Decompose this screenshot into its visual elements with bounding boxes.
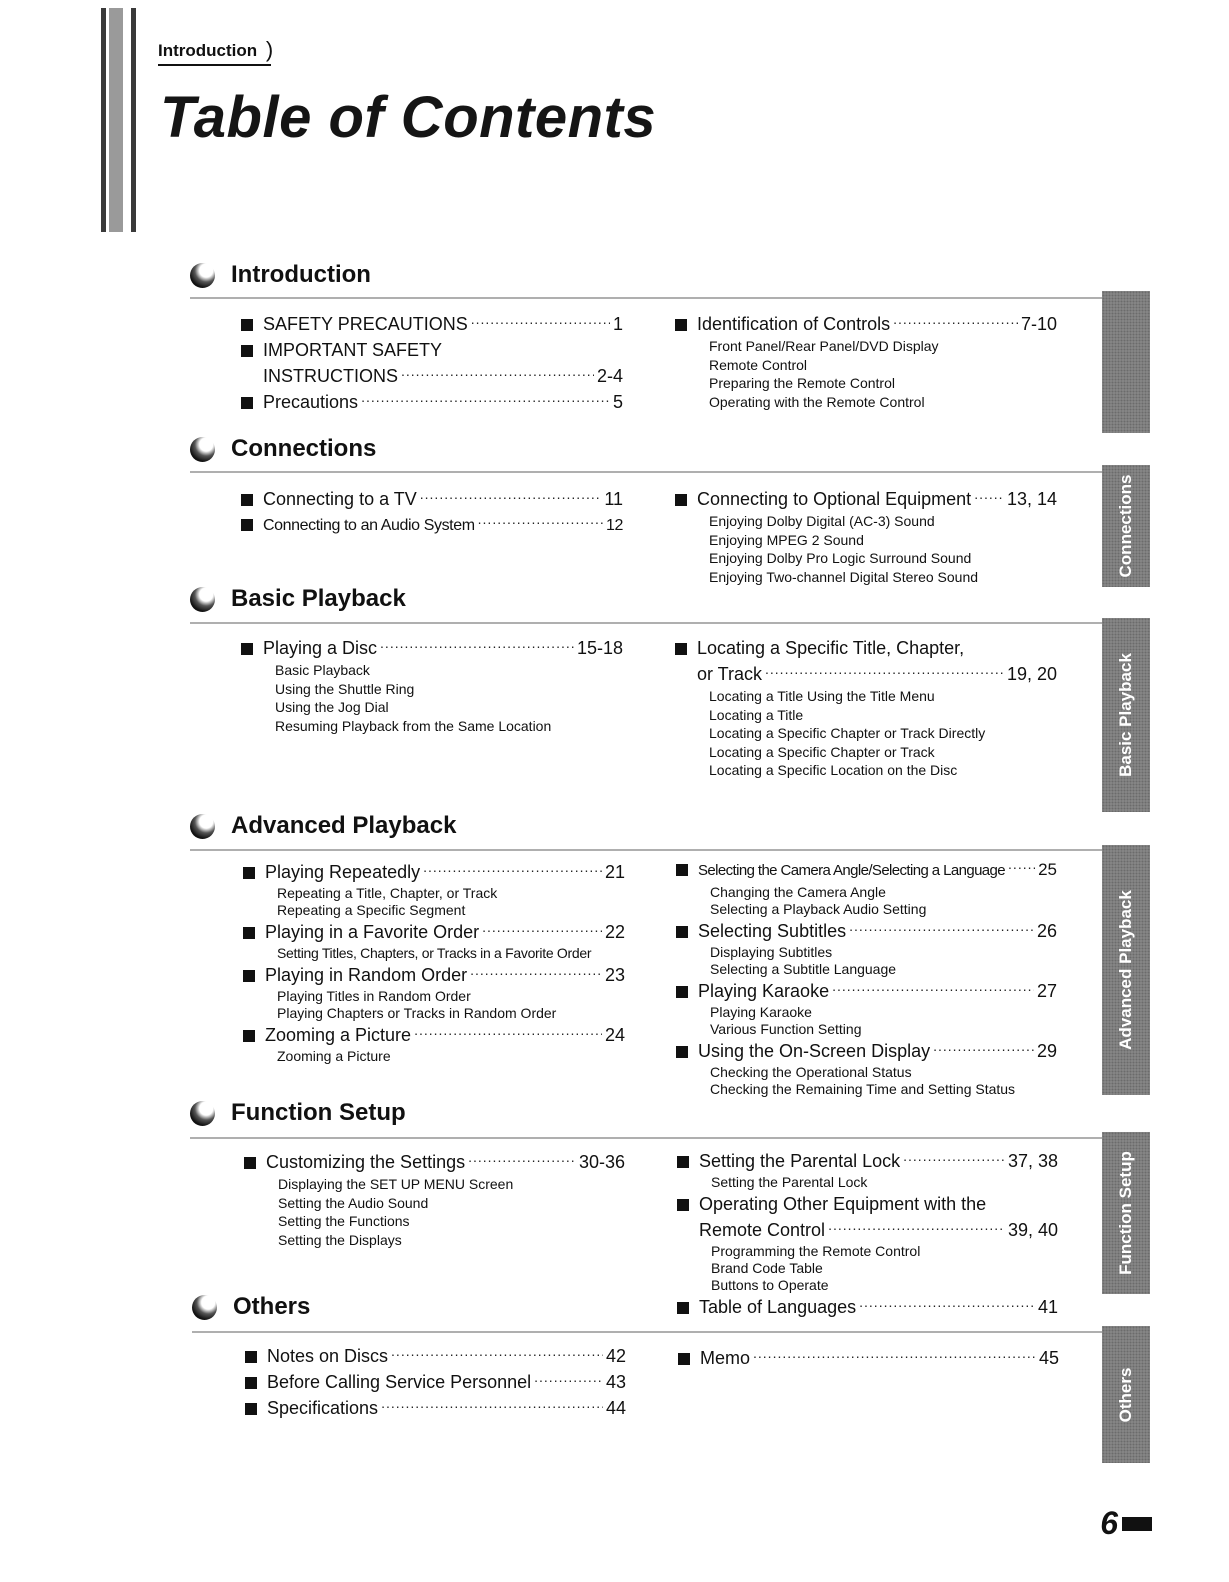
toc-entry[interactable] [243, 859, 625, 885]
toc-entry-label: INSTRUCTIONS [263, 366, 398, 386]
toc-column-left [243, 859, 625, 1065]
toc-subentry: Playing Titles in Random Order [277, 988, 471, 1004]
toc-subentry: Playing Karaoke [710, 1004, 812, 1020]
section-bullet-icon [190, 1101, 215, 1126]
dot-leader [468, 1150, 576, 1168]
toc-subentry: Selecting a Playback Audio Setting [710, 901, 927, 917]
toc-entry-continued[interactable] [675, 661, 1057, 687]
section-bullet-icon [190, 437, 215, 462]
toc-subentry: Enjoying Two-channel Digital Stereo Sound [709, 568, 979, 585]
dot-leader [1008, 857, 1035, 875]
section-rule [190, 849, 1102, 851]
square-bullet-icon [243, 970, 255, 982]
toc-subentry: Repeating a Specific Segment [277, 902, 466, 918]
toc-entry-label: Connecting to a TV [263, 489, 417, 509]
toc-entry[interactable] [245, 1395, 626, 1421]
toc-entry[interactable] [675, 486, 1057, 512]
section-title: Advanced Playback [231, 812, 457, 839]
page-number-value: 6 [1100, 1505, 1118, 1541]
toc-entry-label: Notes on Discs [267, 1346, 389, 1366]
toc-subentry: Buttons to Operate [711, 1277, 829, 1293]
toc-subentry: Changing the Camera Angle [710, 884, 886, 900]
square-bullet-icon [677, 1199, 689, 1211]
dot-leader [420, 487, 602, 505]
toc-entry-page: 27 [1036, 981, 1057, 1001]
toc-column-right [675, 311, 1057, 411]
toc-column-left [244, 1149, 625, 1249]
section-rule [190, 471, 1102, 473]
square-bullet-icon [241, 319, 253, 331]
toc-entry[interactable] [675, 635, 1057, 661]
toc-entry-page: 45 [1038, 1348, 1059, 1368]
side-tab-introduction[interactable] [1102, 291, 1150, 433]
toc-column-left [241, 635, 623, 735]
toc-subentry: Setting the Audio Sound [278, 1194, 429, 1211]
toc-subentry: Setting the Functions [278, 1213, 410, 1230]
side-tab-label: Connections [1116, 474, 1135, 578]
side-tab-advanced-playback[interactable] [1102, 845, 1150, 1095]
toc-entry-label: Playing Repeatedly [265, 862, 421, 882]
toc-entry-page: 37, 38 [1007, 1151, 1058, 1171]
square-bullet-icon [241, 519, 253, 531]
dot-leader [470, 963, 602, 981]
toc-entry[interactable] [245, 1343, 626, 1369]
toc-entry-label: Remote Control [699, 1220, 826, 1240]
section-rule [190, 622, 1102, 624]
side-tab-label: Basic Playback [1116, 653, 1135, 777]
toc-subentry: Operating with the Remote Control [709, 393, 925, 410]
toc-subentry: Enjoying MPEG 2 Sound [709, 531, 864, 548]
section-bullet-icon [190, 263, 215, 288]
toc-entry[interactable] [677, 1294, 1058, 1320]
toc-subentry: Checking the Remaining Time and Setting Status [710, 1081, 1016, 1097]
toc-entry-page: 7-10 [1020, 314, 1057, 334]
square-bullet-icon [676, 926, 688, 938]
square-bullet-icon [245, 1377, 257, 1389]
toc-entry[interactable] [241, 389, 623, 415]
toc-entry-label: Customizing the Settings [266, 1152, 466, 1172]
toc-entry[interactable] [241, 635, 623, 661]
toc-subentry: Displaying the SET UP MENU Screen [278, 1176, 514, 1192]
toc-column-right [675, 486, 1057, 586]
dot-leader [482, 920, 602, 938]
toc-entry-label: Connecting to an Audio System [263, 517, 475, 534]
toc-entry-page: 42 [605, 1346, 626, 1366]
section-heading-basic-playback [190, 582, 406, 616]
toc-entry-label: Locating a Specific Title, Chapter, [697, 638, 965, 658]
toc-entry[interactable] [245, 1369, 626, 1395]
dot-leader [391, 1344, 603, 1362]
toc-entry-label: Selecting Subtitles [698, 921, 847, 941]
square-bullet-icon [676, 864, 688, 876]
toc-entry-page: 21 [604, 862, 625, 882]
toc-entry-page: 1 [612, 314, 623, 334]
dot-leader [753, 1346, 1036, 1364]
square-bullet-icon [241, 643, 253, 655]
toc-subentry: Selecting a Subtitle Language [710, 961, 897, 977]
toc-entry[interactable] [241, 512, 623, 539]
breadcrumb-label: Introduction [158, 41, 258, 60]
toc-subentry: Remote Control [709, 356, 808, 373]
toc-entry[interactable] [676, 918, 1057, 944]
toc-entry[interactable] [243, 962, 625, 988]
square-bullet-icon [243, 867, 255, 879]
toc-column-left [241, 486, 623, 539]
section-heading-introduction [190, 258, 371, 292]
toc-entry[interactable] [676, 978, 1057, 1004]
toc-entry-page: 29 [1036, 1041, 1057, 1061]
toc-subentry: Preparing the Remote Control [709, 375, 895, 392]
toc-entry-label: Precautions [263, 392, 359, 412]
toc-entry-label: Playing in Random Order [265, 965, 468, 985]
toc-subentry: Using the Shuttle Ring [275, 680, 415, 697]
toc-entry-label: SAFETY PRECAUTIONS [263, 314, 468, 334]
toc-subentry: Setting the Parental Lock [711, 1174, 868, 1190]
section-title: Others [233, 1293, 311, 1320]
square-bullet-icon [245, 1351, 257, 1363]
toc-subentry: Programming the Remote Control [711, 1243, 921, 1259]
toc-subentry: Checking the Operational Status [710, 1064, 912, 1080]
toc-entry[interactable] [677, 1148, 1058, 1174]
dot-leader [423, 860, 602, 878]
toc-entry[interactable] [244, 1149, 625, 1175]
square-bullet-icon [244, 1157, 256, 1169]
toc-entry[interactable] [243, 1022, 625, 1048]
toc-entry[interactable] [243, 919, 625, 945]
toc-entry[interactable] [241, 486, 623, 512]
dot-leader [414, 1023, 602, 1041]
toc-entry-label: Connecting to Optional Equipment [697, 489, 972, 509]
side-tab-label: Others [1116, 1367, 1135, 1422]
section-heading-connections [190, 432, 376, 466]
dot-leader [828, 1218, 1005, 1236]
toc-entry-page: 22 [604, 922, 625, 942]
toc-subentry: Locating a Specific Location on the Disc [709, 762, 958, 779]
side-tab-label: Advanced Playback [1116, 890, 1135, 1050]
toc-entry-page: 43 [605, 1372, 626, 1392]
toc-entry-page: 15-18 [576, 638, 623, 658]
margin-bar [131, 8, 136, 232]
toc-entry[interactable] [678, 1345, 1059, 1371]
square-bullet-icon [243, 1030, 255, 1042]
section-bullet-icon [190, 587, 215, 612]
toc-subentry: Basic Playback [275, 662, 370, 678]
toc-entry-label: Setting the Parental Lock [699, 1151, 901, 1171]
section-rule [190, 297, 1102, 299]
dot-leader [478, 512, 603, 530]
toc-entry-page: 2-4 [596, 366, 623, 386]
toc-column-left [245, 1343, 626, 1421]
square-bullet-icon [677, 1156, 689, 1168]
toc-entry[interactable] [676, 1038, 1057, 1064]
page-number [1100, 1505, 1152, 1542]
toc-entry-page: 12 [606, 517, 623, 534]
toc-entry-page: 19, 20 [1006, 664, 1057, 684]
dot-leader [893, 312, 1018, 330]
toc-entry-label: Zooming a Picture [265, 1025, 412, 1045]
toc-entry[interactable] [241, 337, 623, 363]
dot-leader [401, 364, 594, 382]
square-bullet-icon [676, 986, 688, 998]
margin-bar [101, 8, 106, 232]
dot-leader [849, 919, 1034, 937]
page-number-marker [1122, 1517, 1152, 1531]
dot-leader [832, 979, 1034, 997]
side-tab-function-setup[interactable] [1102, 1132, 1150, 1294]
toc-entry[interactable] [241, 311, 623, 337]
toc-subentry: Using the Jog Dial [275, 699, 389, 716]
square-bullet-icon [243, 927, 255, 939]
toc-entry-continued[interactable] [677, 1217, 1058, 1243]
toc-entry-page: 5 [612, 392, 623, 412]
toc-entry-continued[interactable] [241, 363, 623, 389]
toc-entry-page: 26 [1036, 921, 1057, 941]
dot-leader [903, 1149, 1005, 1167]
section-title: Basic Playback [231, 585, 406, 612]
toc-entry-label: Table of Languages [699, 1297, 857, 1317]
square-bullet-icon [676, 1046, 688, 1058]
toc-entry-label: Operating Other Equipment with the [699, 1194, 987, 1214]
toc-entry-page: 23 [604, 965, 625, 985]
dot-leader [974, 487, 1004, 505]
toc-entry-page: 24 [604, 1025, 625, 1045]
section-title: Connections [231, 435, 377, 462]
toc-entry-page: 13, 14 [1006, 489, 1057, 509]
toc-column-right [678, 1345, 1059, 1371]
toc-subentry: Zooming a Picture [277, 1048, 391, 1064]
toc-subentry: Locating a Specific Chapter or Track Directly [709, 725, 986, 742]
section-bullet-icon [192, 1295, 217, 1320]
toc-subentry: Playing Chapters or Tracks in Random Order [277, 1005, 557, 1021]
margin-bar [109, 8, 123, 232]
side-tab-others[interactable] [1102, 1326, 1150, 1463]
toc-entry[interactable] [676, 857, 1057, 884]
toc-entry-label: Identification of Controls [697, 314, 891, 334]
dot-leader [933, 1039, 1034, 1057]
toc-entry[interactable] [675, 311, 1057, 337]
square-bullet-icon [241, 345, 253, 357]
section-heading-function-setup [190, 1096, 406, 1130]
breadcrumb [158, 37, 274, 66]
toc-entry-label: Playing Karaoke [698, 981, 830, 1001]
toc-entry-label: Playing a Disc [263, 638, 378, 658]
toc-entry[interactable] [677, 1191, 1058, 1217]
square-bullet-icon [675, 494, 687, 506]
toc-subentry: Brand Code Table [711, 1260, 823, 1276]
toc-column-left [241, 311, 623, 415]
square-bullet-icon [678, 1353, 690, 1365]
toc-subentry: Front Panel/Rear Panel/DVD Display [709, 338, 939, 354]
toc-subentry: Locating a Specific Chapter or Track [709, 743, 935, 760]
section-bullet-icon [190, 814, 215, 839]
toc-subentry: Locating a Title Using the Title Menu [709, 688, 935, 704]
toc-entry-label: or Track [697, 664, 763, 684]
dot-leader [471, 312, 610, 330]
toc-column-right [677, 1148, 1058, 1320]
dot-leader [534, 1370, 603, 1388]
toc-entry-page: 39, 40 [1007, 1220, 1058, 1240]
toc-subentry: Displaying Subtitles [710, 944, 833, 960]
toc-entry-page: 30-36 [578, 1152, 625, 1172]
toc-entry-label: IMPORTANT SAFETY [263, 340, 443, 360]
toc-entry-page: 44 [605, 1398, 626, 1418]
toc-entry-label: Before Calling Service Personnel [267, 1372, 532, 1392]
square-bullet-icon [241, 397, 253, 409]
toc-subentry: Resuming Playback from the Same Location [275, 717, 552, 734]
section-heading-others [192, 1290, 310, 1324]
dot-leader [361, 390, 610, 408]
page-title: Table of Contents [160, 85, 657, 150]
toc-entry-page: 11 [604, 489, 623, 509]
square-bullet-icon [241, 494, 253, 506]
toc-entry-label: Using the On-Screen Display [698, 1041, 931, 1061]
toc-subentry: Repeating a Title, Chapter, or Track [277, 885, 498, 901]
toc-entry-label: Memo [700, 1348, 751, 1368]
square-bullet-icon [675, 643, 687, 655]
section-rule [190, 1137, 1102, 1139]
toc-entry-page: 25 [1038, 860, 1057, 879]
section-title: Introduction [231, 261, 371, 288]
toc-subentry: Setting Titles, Chapters, or Tracks in a Favorite Order [277, 945, 592, 961]
toc-subentry: Enjoying Dolby Pro Logic Surround Sound [709, 550, 972, 567]
dot-leader [380, 636, 574, 654]
side-tab-connections[interactable] [1102, 465, 1150, 587]
toc-column-right [676, 857, 1057, 1098]
dot-leader [859, 1295, 1035, 1313]
toc-subentry: Various Function Setting [710, 1021, 862, 1037]
toc-subentry: Locating a Title [709, 706, 804, 723]
square-bullet-icon [245, 1403, 257, 1415]
breadcrumb-paren: ) [265, 37, 274, 62]
side-tab-basic-playback[interactable] [1102, 618, 1150, 812]
section-title: Function Setup [231, 1099, 406, 1126]
toc-entry-label: Specifications [267, 1398, 379, 1418]
toc-subentry: Setting the Displays [278, 1231, 402, 1248]
toc-entry-page: 41 [1037, 1297, 1058, 1317]
toc-column-right [675, 635, 1057, 780]
toc-entry-label: Selecting the Camera Angle/Selecting a Language [698, 862, 1006, 879]
side-tab-label: Function Setup [1116, 1151, 1135, 1275]
toc-subentry: Enjoying Dolby Digital (AC-3) Sound [709, 513, 935, 529]
square-bullet-icon [677, 1302, 689, 1314]
dot-leader [765, 662, 1004, 680]
dot-leader [381, 1396, 603, 1414]
toc-entry-label: Playing in a Favorite Order [265, 922, 480, 942]
square-bullet-icon [675, 319, 687, 331]
section-heading-advanced-playback [190, 809, 456, 843]
section-rule [192, 1331, 1102, 1333]
